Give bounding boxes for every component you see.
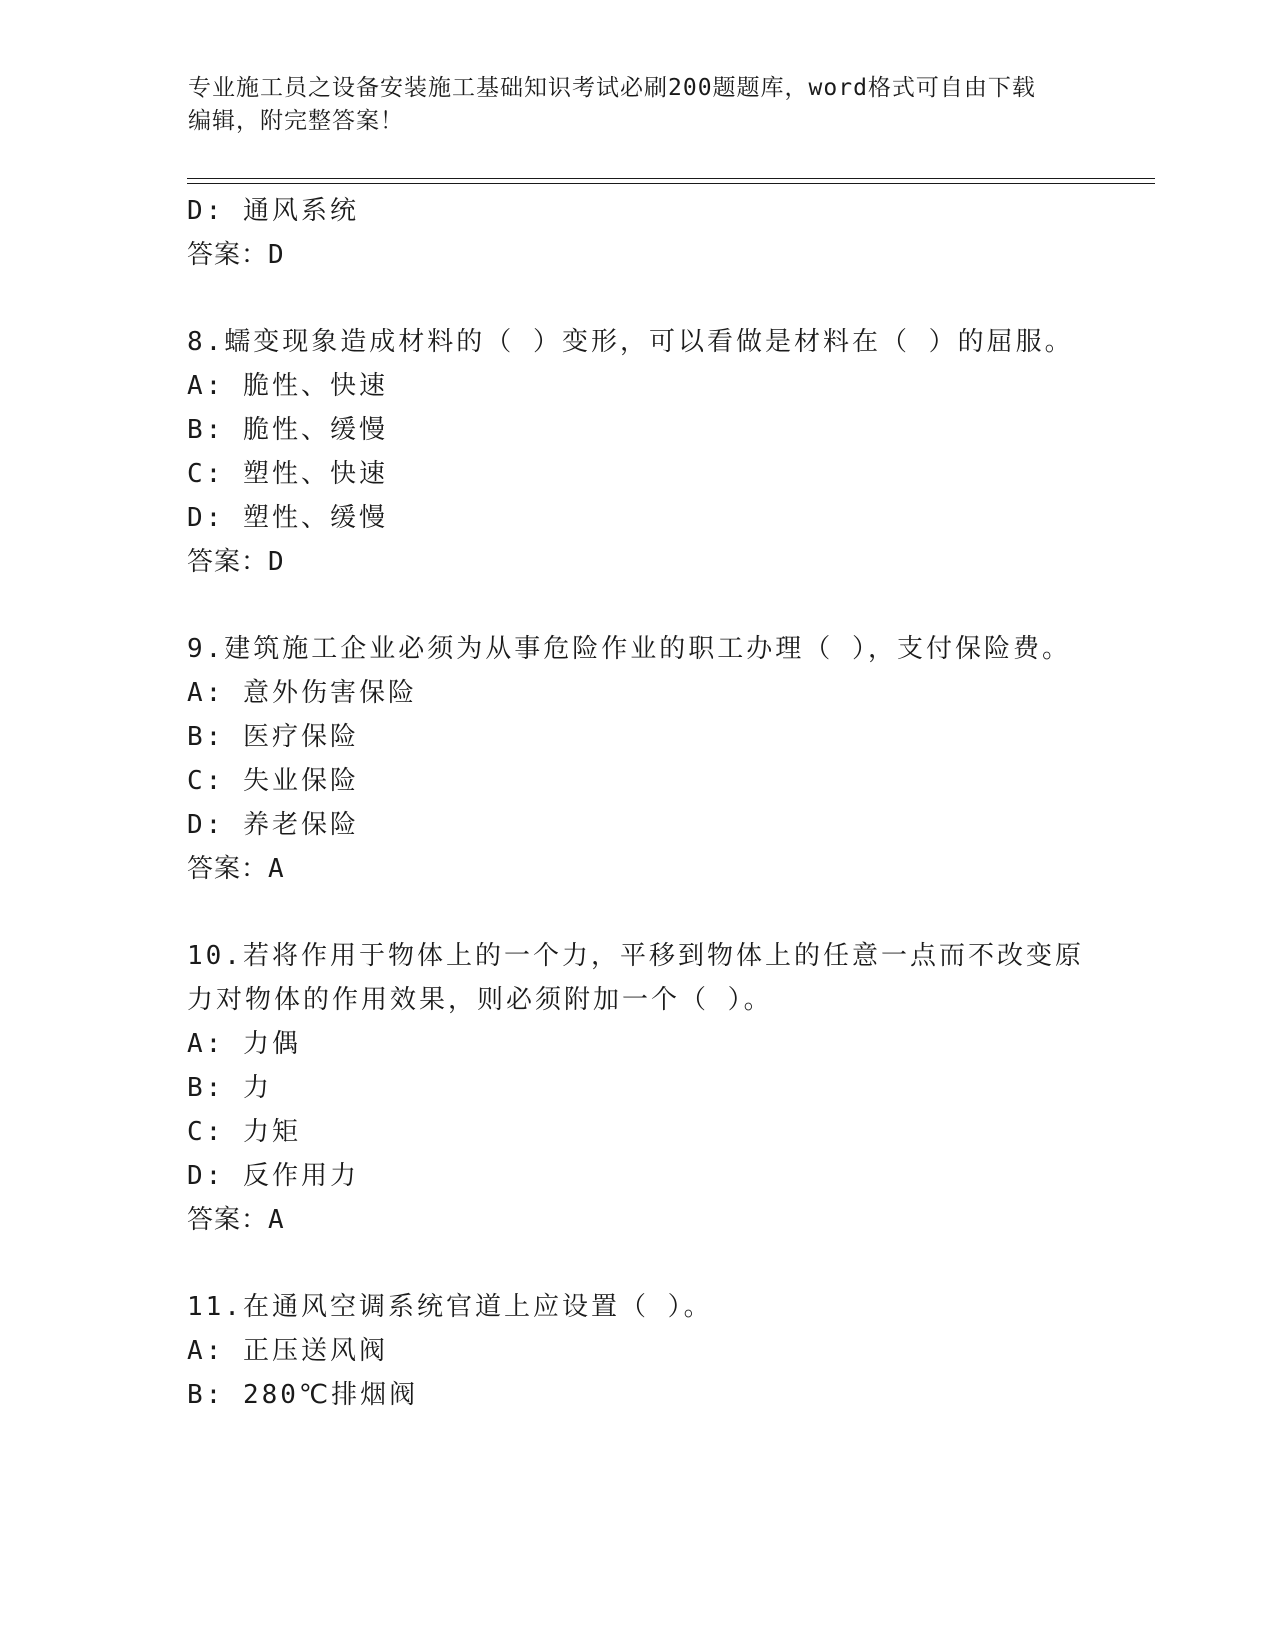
document-header [188, 72, 1068, 138]
q8-option-c: C: 塑性、快速 [187, 459, 388, 489]
answer-value: A [268, 1205, 285, 1235]
header-divider-bottom [187, 183, 1155, 184]
answer-label: 答案： [187, 854, 269, 884]
q9-option-b: B: 医疗保险 [187, 722, 359, 752]
q10-option-c: C: 力矩 [187, 1117, 301, 1147]
q9-option-c: C: 失业保险 [187, 766, 359, 796]
q11-stem: 11.在通风空调系统官道上应设置（ ）。 [187, 1292, 713, 1322]
q7-option-d: D: 通风系统 [187, 196, 359, 226]
q10-option-d: D: 反作用力 [187, 1161, 359, 1191]
q10-option-a: A: 力偶 [187, 1029, 301, 1059]
q8-option-b: B: 脆性、缓慢 [187, 415, 388, 445]
answer-label: 答案： [187, 1205, 269, 1235]
q8-option-d: D: 塑性、缓慢 [187, 503, 388, 533]
answer-value: A [268, 854, 285, 884]
q7-answer [187, 237, 285, 273]
header-line-1: 专业施工员之设备安装施工基础知识考试必刷200题题库，word格式可自由下载 [188, 75, 1036, 101]
q8-answer [187, 544, 285, 580]
answer-label: 答案： [187, 547, 269, 577]
q10-stem-line-1: 10.若将作用于物体上的一个力，平移到物体上的任意一点而不改变原 [187, 941, 1084, 971]
q9-answer [187, 851, 285, 887]
q11-option-b: B: 280℃排烟阀 [187, 1380, 419, 1410]
q10-answer [187, 1202, 285, 1238]
answer-value: D [268, 547, 285, 577]
q9-option-d: D: 养老保险 [187, 810, 359, 840]
header-line-2: 编辑，附完整答案！ [188, 108, 404, 134]
q8-option-a: A: 脆性、快速 [187, 371, 388, 401]
q10-option-b: B: 力 [187, 1073, 272, 1103]
q11-option-a: A: 正压送风阀 [187, 1336, 388, 1366]
answer-value: D [268, 240, 285, 270]
q8-stem: 8.蠕变现象造成材料的（ ）变形，可以看做是材料在（ ）的屈服。 [187, 327, 1074, 357]
answer-label: 答案： [187, 240, 269, 270]
q10-stem-line-2: 力对物体的作用效果，则必须附加一个（ ）。 [187, 985, 773, 1015]
q9-stem: 9.建筑施工企业必须为从事危险作业的职工办理（ ），支付保险费。 [187, 634, 1071, 664]
q9-option-a: A: 意外伤害保险 [187, 678, 417, 708]
header-divider-top [187, 178, 1155, 179]
